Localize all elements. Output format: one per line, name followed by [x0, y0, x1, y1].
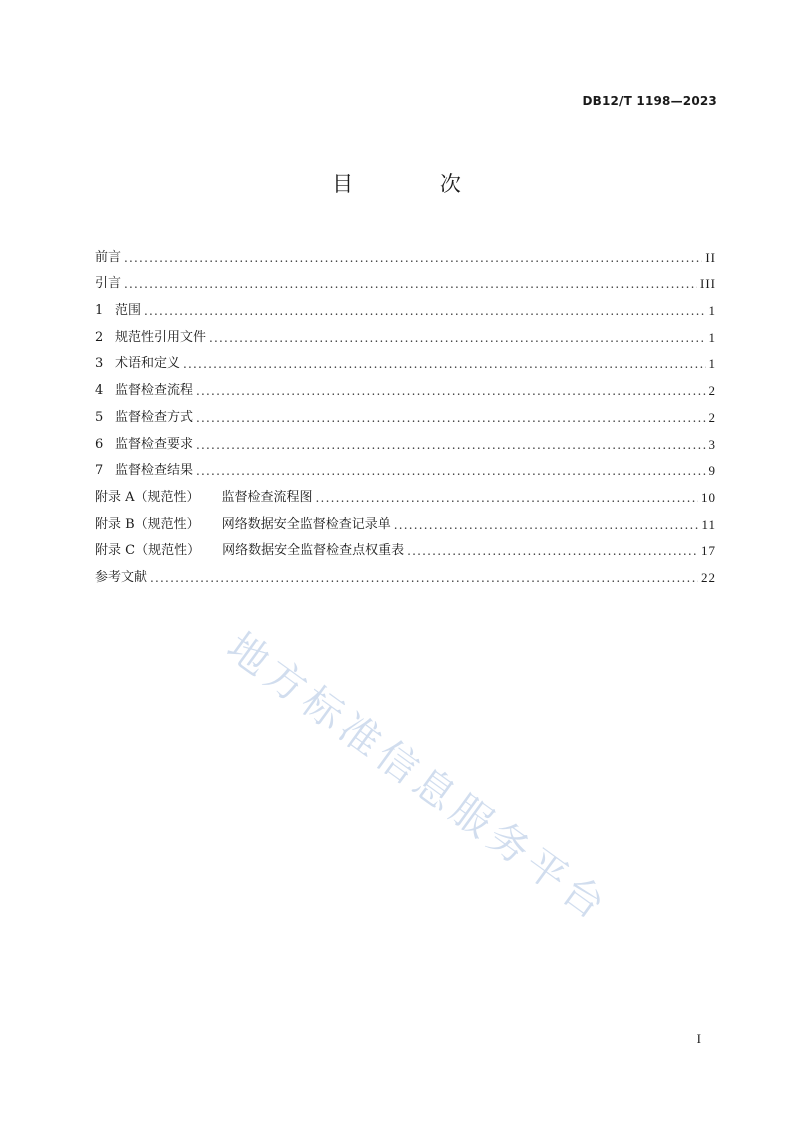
toc-entry[interactable]	[95, 454, 716, 481]
toc-entry[interactable]	[95, 373, 716, 400]
toc-dot-leader	[124, 249, 702, 267]
toc-entry-number: 3	[95, 356, 104, 372]
toc-entry-title: 参考文献	[95, 569, 148, 585]
toc-entry-title: 监督检查流程	[115, 383, 194, 399]
toc-entry[interactable]	[95, 320, 716, 347]
toc-entry[interactable]	[95, 560, 716, 587]
toc-entry-page: 2	[708, 409, 716, 425]
toc-entry-page: 1	[708, 356, 716, 372]
toc-entry[interactable]	[95, 240, 716, 267]
toc-entry-title: 网络数据安全监督检查记录单	[221, 516, 391, 532]
toc-entry-number: 1	[95, 303, 104, 319]
toc-entry-number: 6	[95, 436, 104, 452]
toc-dot-leader	[316, 489, 698, 507]
toc-entry-page: 9	[708, 463, 716, 479]
toc-dot-leader	[407, 542, 698, 560]
toc-dot-leader	[196, 462, 705, 480]
toc-entry-title: 监督检查方式	[115, 409, 194, 425]
toc-entry-title: 术语和定义	[115, 356, 181, 372]
toc-entry-page: 11	[701, 516, 716, 532]
toc-entry-page: III	[700, 276, 716, 292]
watermark: 地方标准信息服务平台	[218, 624, 618, 932]
toc-entry[interactable]	[95, 267, 716, 294]
toc-entry-page: 10	[701, 489, 716, 505]
toc-entry-page: 22	[701, 569, 716, 585]
toc-dot-leader	[196, 409, 705, 427]
document-code: DB12/T 1198—2023	[582, 94, 717, 108]
toc-entry-page: 1	[708, 329, 716, 345]
toc-dot-leader	[144, 302, 705, 320]
toc-entry-title: 引言	[95, 276, 122, 292]
toc-entry-annex: 附录 C（规范性）	[95, 543, 201, 559]
toc-entry-annex: 附录 A（规范性）	[95, 489, 200, 505]
toc-dot-leader	[196, 436, 705, 454]
toc-dot-leader	[150, 569, 698, 587]
toc-entry-title: 范围	[115, 303, 142, 319]
toc-entry-title: 网络数据安全监督检查点权重表	[222, 543, 405, 559]
page-title: 目 次	[332, 172, 501, 196]
toc-entry-title: 监督检查要求	[115, 436, 194, 452]
toc-entry-page: II	[705, 249, 716, 265]
toc-entry-title: 规范性引用文件	[115, 329, 207, 345]
table-of-contents	[95, 240, 716, 587]
toc-dot-leader	[196, 382, 705, 400]
toc-entry[interactable]	[95, 534, 716, 561]
toc-entry-number: 5	[95, 409, 104, 425]
toc-entry-page: 2	[708, 383, 716, 399]
toc-entry-title: 监督检查结果	[115, 463, 194, 479]
toc-entry[interactable]	[95, 400, 716, 427]
toc-entry-number: 4	[95, 383, 104, 399]
toc-dot-leader	[394, 516, 699, 534]
toc-entry-title: 前言	[95, 249, 122, 265]
toc-entry-annex: 附录 B（规范性）	[95, 516, 200, 532]
toc-entry-number: 2	[95, 329, 104, 345]
toc-entry-page: 17	[701, 543, 716, 559]
toc-entry[interactable]	[95, 427, 716, 454]
toc-dot-leader	[209, 329, 705, 347]
toc-entry-page: 1	[708, 303, 716, 319]
page-number: I	[696, 1031, 701, 1046]
toc-entry[interactable]	[95, 480, 716, 507]
toc-dot-leader	[183, 355, 705, 373]
toc-entry[interactable]	[95, 507, 716, 534]
toc-entry[interactable]	[95, 293, 716, 320]
toc-entry[interactable]	[95, 347, 716, 374]
toc-entry-number: 7	[95, 463, 104, 479]
toc-entry-page: 3	[708, 436, 716, 452]
toc-entry-title: 监督检查流程图	[221, 489, 313, 505]
toc-dot-leader	[124, 275, 697, 293]
